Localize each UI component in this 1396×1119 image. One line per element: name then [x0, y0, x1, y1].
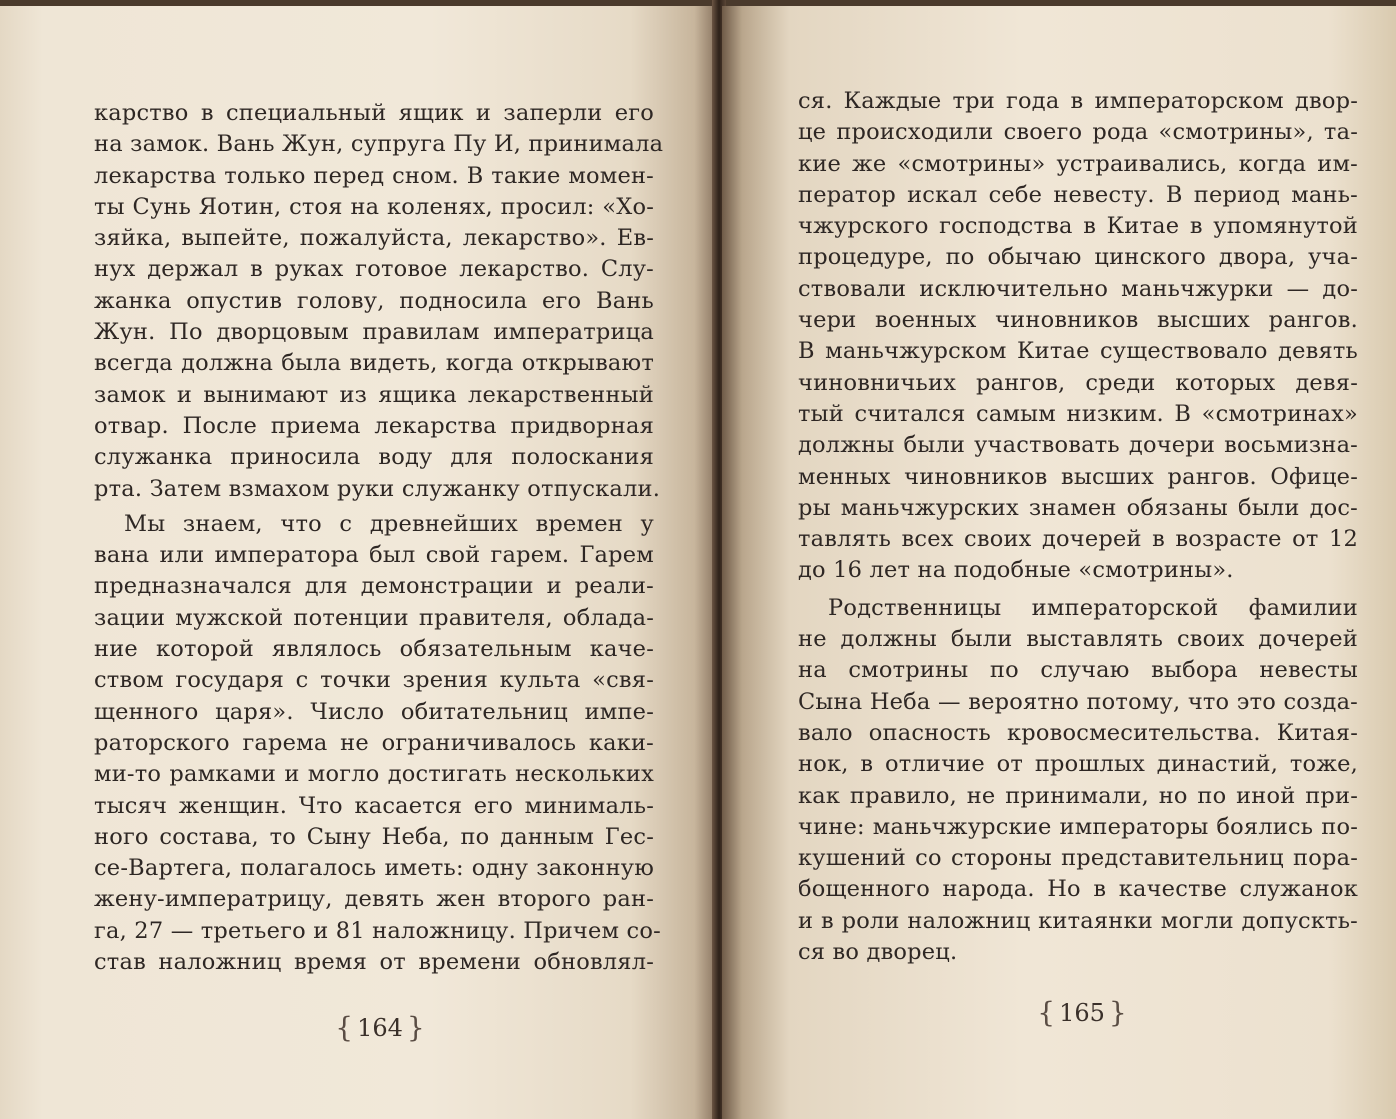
text-line: карство в специальный ящик и заперли его — [94, 100, 654, 126]
text-line: Родственницы императорской фамилии — [828, 594, 1358, 621]
text-line: чиновничьих рангов, среди которых девя- — [798, 369, 1358, 396]
text-line: В маньчжурском Китае существовало девять — [798, 338, 1358, 365]
text-line: ператор искал себе невесту. В период мань- — [798, 181, 1358, 208]
right-paragraph-2 — [798, 593, 1358, 969]
text-line: как правило, не принимали, но по иной при- — [798, 782, 1358, 809]
text-line: зяйка, выпейте, пожалуйста, лекарство». Ев- — [94, 225, 654, 252]
ornament-right-bracket: } — [1108, 996, 1127, 1029]
text-line: ты Сунь Яотин, стоя на коленях, просил: «Хо- — [94, 193, 654, 220]
text-line: всегда должна была видеть, когда открывают — [94, 350, 654, 377]
text-line: це происходили своего рода «смотрины», та- — [798, 119, 1358, 146]
right-page-number-block — [1012, 991, 1152, 1035]
text-line: раторского гарема не ограничивалось каки- — [94, 729, 654, 756]
text-line: не должны были выставлять своих дочерей — [798, 626, 1358, 653]
text-line: вана или императора был свой гарем. Гарем — [94, 542, 654, 569]
text-line: менных чиновников высших рангов. Офице- — [798, 463, 1358, 490]
right-paragraph-1 — [798, 86, 1358, 587]
text-line: ствовали исключительно маньчжурки — до- — [798, 275, 1358, 302]
text-line: зации мужской потенции правителя, облада- — [94, 604, 654, 631]
text-line: га, 27 — третьего и 81 наложницу. Причем со- — [94, 917, 661, 944]
text-line: щенного царя». Число обитательниц импе- — [94, 698, 654, 725]
text-line: лекарства только перед сном. В такие момен- — [94, 162, 654, 189]
right-page-text — [798, 86, 1358, 968]
left-page — [0, 6, 716, 1119]
text-line: чине: маньчжурские императоры боялись по- — [798, 813, 1358, 840]
text-line: бощенного народа. Но в качестве служанок — [798, 876, 1358, 903]
text-line: тавлять всех своих дочерей в возрасте от 12 — [798, 526, 1358, 553]
text-line: ством государя с точки зрения культа «свя- — [94, 667, 654, 694]
left-paragraph-2 — [94, 509, 661, 978]
left-paragraph-1 — [94, 98, 664, 505]
text-line: ры маньчжурских знамен обязаны были дос- — [798, 494, 1358, 521]
left-page-text — [94, 98, 664, 978]
text-line: отвар. После приема лекарства придворная — [94, 412, 654, 439]
text-line: се-Вартега, полагалось иметь: одну законную — [94, 855, 654, 882]
text-line: ние которой являлось обязательным каче- — [94, 636, 654, 663]
text-line: предназначался для демонстрации и реали- — [94, 573, 654, 600]
text-line: жену-императрицу, девять жен второго ран- — [94, 886, 654, 913]
text-line: должны были участвовать дочери восьмизна- — [798, 432, 1358, 459]
text-line: тысяч женщин. Что касается его минималь- — [94, 792, 654, 819]
ornament-left-bracket: { — [1037, 996, 1056, 1029]
text-line: став наложниц время от времени обновлял- — [94, 949, 654, 976]
right-page-number: 165 — [1059, 999, 1105, 1027]
text-line: жанка опустив голову, подносила его Вань — [94, 287, 654, 314]
left-page-number-block — [310, 1006, 450, 1050]
text-line: ся. Каждые три года в императорском двор- — [798, 88, 1358, 114]
text-line: нок, в отличие от прошлых династий, тоже, — [798, 751, 1358, 778]
text-line: вало опасность кровосмесительства. Китая- — [798, 719, 1358, 746]
text-line: процедуре, по обычаю цинского двора, уча- — [798, 244, 1358, 271]
left-page-number: 164 — [357, 1014, 403, 1042]
text-line: рта. Затем взмахом руки служанку отпускали. — [94, 475, 661, 502]
text-line: чери военных чиновников высших рангов. — [798, 307, 1358, 334]
text-line: на смотрины по случаю выбора невесты — [798, 657, 1358, 684]
text-line: кушений со стороны представительниц пора- — [798, 845, 1358, 872]
text-line: чжурского господства в Китае в упомянутой — [798, 213, 1358, 240]
ornament-left-bracket: { — [335, 1011, 354, 1044]
text-line: ми-то рамками и могло достигать нескольких — [94, 761, 654, 788]
text-line: и в роли наложниц китаянки могли допускть- — [798, 907, 1358, 934]
text-line: на замок. Вань Жун, супруга Пу И, принимала — [94, 131, 664, 158]
ornament-right-bracket: } — [406, 1011, 425, 1044]
text-line: ся во дворец. — [798, 939, 958, 966]
text-line: до 16 лет на подобные «смотрины». — [798, 557, 1234, 584]
right-page — [722, 6, 1396, 1119]
text-line: нух держал в руках готовое лекарство. Слу- — [94, 256, 654, 283]
text-line: ного состава, то Сыну Неба, по данным Гес- — [94, 823, 654, 850]
text-line: кие же «смотрины» устраивались, когда им- — [798, 150, 1358, 177]
text-line: Жун. По дворцовым правилам императрица — [94, 319, 654, 346]
text-line: замок и вынимают из ящика лекарственный — [94, 381, 654, 408]
text-line: Мы знаем, что с древнейших времен у — [124, 510, 654, 537]
text-line: тый считался самым низким. В «смотринах» — [798, 400, 1358, 427]
text-line: Сына Неба — вероятно потому, что это созда- — [798, 688, 1358, 715]
text-line: служанка приносила воду для полоскания — [94, 444, 654, 471]
